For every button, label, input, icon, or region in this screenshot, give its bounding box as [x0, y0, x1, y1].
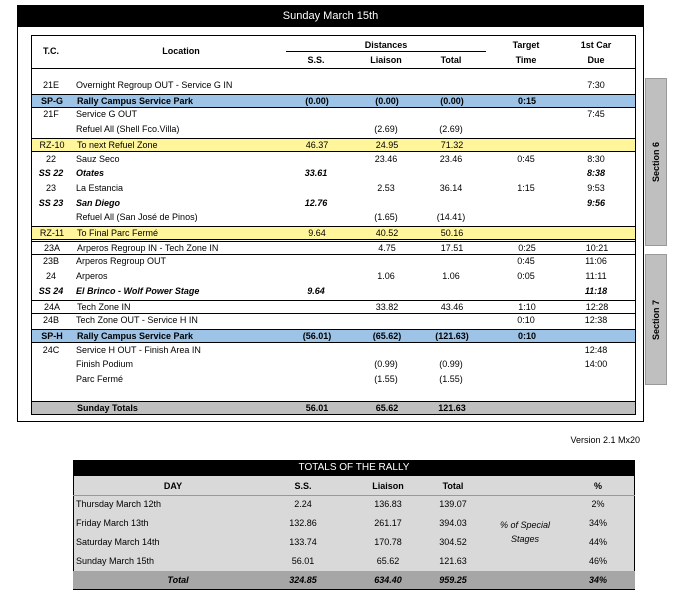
cell-loc: Finish Podium	[76, 359, 134, 370]
cell-tt: 1:10	[518, 301, 536, 312]
cell-li: (1.65)	[374, 212, 398, 223]
cell-tt: 0:10	[517, 315, 535, 326]
cell-loc: Arperos Regroup OUT	[76, 256, 167, 267]
cell-tc: SP-G	[40, 95, 63, 106]
itinerary-row	[31, 108, 636, 122]
cell-due: 11:11	[585, 271, 607, 282]
totals-footer-total: 959.25	[439, 575, 467, 585]
itinerary-row	[31, 182, 636, 196]
cell-tc: RZ-11	[39, 228, 65, 238]
totals-cell-day: Thursday March 12th	[76, 499, 162, 509]
cell-loc: La Estancia	[76, 182, 124, 193]
sunday-totals-ss: 56.01	[305, 403, 329, 413]
cell-due: 14:00	[584, 359, 608, 370]
cell-tt: 0:45	[517, 153, 535, 164]
totals-cell-li: 170.78	[374, 537, 402, 547]
cell-li: (0.00)	[375, 95, 399, 106]
sunday-totals-total: 121.63	[438, 403, 466, 413]
cell-loc: Arperos	[76, 271, 108, 282]
itinerary-row	[31, 226, 636, 240]
totals-header-total: Total	[442, 481, 464, 491]
header-total: Total	[440, 55, 462, 65]
header-distances: Distances	[364, 40, 408, 50]
cell-loc: Parc Fermé	[76, 374, 124, 384]
totals-cell-day: Sunday March 15th	[76, 556, 155, 566]
cell-tt: 1:15	[517, 182, 535, 193]
cell-to: 71.32	[440, 139, 464, 150]
cell-tc: 24	[45, 271, 56, 282]
cell-due: 12:48	[584, 344, 608, 355]
itinerary-row	[31, 255, 636, 269]
cell-due: 9:53	[587, 182, 605, 193]
cell-due: 7:30	[587, 80, 605, 90]
totals-cell-pct: 34%	[588, 518, 607, 528]
totals-header-pct: %	[593, 481, 602, 491]
cell-to: (0.99)	[439, 359, 463, 370]
cell-ss: 12.76	[304, 197, 328, 208]
cell-ss: (56.01)	[302, 330, 332, 341]
cell-tc: SS 24	[38, 285, 64, 296]
header-due: Due	[587, 55, 605, 65]
header-location: Location	[162, 46, 200, 56]
totals-footer-pct: 34%	[588, 575, 607, 585]
cell-tc: 23A	[43, 242, 60, 253]
totals-header-ss: S.S.	[294, 481, 312, 491]
cell-loc: Refuel All (Shell Fco.Villa)	[76, 124, 180, 135]
itinerary-row	[31, 270, 636, 284]
pct-label-line2: Stages	[510, 534, 540, 544]
cell-tc: 21E	[42, 80, 59, 90]
cell-to: 50.16	[440, 228, 464, 238]
totals-cell-to: 121.63	[439, 556, 467, 566]
cell-tt: 0:05	[517, 271, 535, 282]
cell-tt: 0:10	[517, 330, 536, 341]
cell-tc: 24A	[43, 301, 60, 312]
cell-to: 36.14	[439, 182, 463, 193]
cell-loc: Sauz Seco	[76, 153, 120, 164]
cell-loc: Refuel All (San José de Pinos)	[76, 212, 198, 223]
cell-to: (1.55)	[439, 374, 463, 384]
cell-to: 43.46	[440, 301, 464, 312]
cell-due: 10:21	[585, 242, 609, 253]
pct-special-stages-label	[490, 518, 560, 546]
cell-li: (1.55)	[374, 374, 398, 384]
totals-header-liaison: Liaison	[372, 481, 404, 491]
totals-cell-day: Saturday March 14th	[76, 537, 160, 547]
cell-ss: 9.64	[308, 228, 326, 238]
cell-due: 12:28	[585, 301, 609, 312]
cell-ss: 33.61	[304, 168, 328, 179]
distances-underline	[286, 51, 486, 52]
cell-tc: SS 22	[38, 168, 64, 179]
rally-totals-title: TOTALS OF THE RALLY	[73, 460, 635, 476]
cell-due: 8:38	[586, 168, 605, 179]
totals-header-day: DAY	[163, 481, 183, 491]
cell-li: 4.75	[378, 242, 396, 253]
cell-to: (2.69)	[439, 124, 463, 135]
cell-tc: RZ-10	[39, 139, 65, 150]
cell-li: 24.95	[375, 139, 399, 150]
cell-loc: Otates	[76, 168, 105, 179]
cell-tc: SS 23	[38, 197, 64, 208]
cell-li: 33.82	[375, 301, 399, 312]
cell-tc: 23	[45, 182, 56, 193]
header-liaison: Liaison	[370, 55, 402, 65]
cell-loc: Rally Campus Service Park	[77, 330, 194, 341]
totals-cell-li: 261.17	[374, 518, 402, 528]
cell-to: (14.41)	[436, 212, 466, 223]
cell-due: 7:45	[587, 109, 605, 120]
cell-due: 12:38	[584, 315, 608, 326]
cell-loc: Rally Campus Service Park	[77, 95, 194, 106]
cell-loc: Service G OUT	[76, 109, 138, 120]
itinerary-row	[31, 94, 636, 108]
cell-loc: To Final Parc Fermé	[77, 228, 159, 238]
cell-to: 1.06	[442, 271, 460, 282]
sunday-totals-row	[31, 401, 636, 415]
section-6-label: Section 6	[651, 141, 661, 183]
totals-cell-li: 136.83	[374, 499, 402, 509]
itinerary-row	[31, 358, 636, 372]
cell-loc: Tech Zone OUT - Service H IN	[76, 315, 198, 326]
cell-due: 8:30	[587, 153, 605, 164]
totals-cell-pct: 2%	[591, 499, 605, 509]
totals-footer-ss: 324.85	[289, 575, 317, 585]
cell-ss: (0.00)	[305, 95, 329, 106]
header-divider	[31, 68, 636, 69]
itinerary-row	[31, 211, 636, 225]
cell-li: (65.62)	[372, 330, 402, 341]
cell-tt: 0:25	[518, 242, 536, 253]
header-ss: S.S.	[307, 55, 325, 65]
rally-totals-footer	[73, 571, 635, 589]
cell-tc: 24B	[42, 315, 59, 326]
page-title: Sunday March 15th	[17, 5, 644, 27]
section-6-tab	[645, 78, 667, 246]
sunday-totals-label: Sunday Totals	[77, 403, 138, 413]
cell-to: (0.00)	[440, 95, 464, 106]
cell-loc: Overnight Regroup OUT - Service G IN	[76, 80, 233, 90]
cell-to: 23.46	[439, 153, 463, 164]
cell-loc: To next Refuel Zone	[77, 139, 158, 150]
cell-tt: 0:45	[517, 256, 535, 267]
header-tc: T.C.	[42, 46, 59, 56]
cell-tc: 22	[45, 153, 56, 164]
cell-loc: San Diego	[76, 197, 121, 208]
cell-to: 17.51	[440, 242, 464, 253]
cell-li: (2.69)	[374, 124, 398, 135]
pct-label-line1: % of Special	[499, 520, 551, 530]
header-first-car: 1st Car	[580, 40, 612, 50]
totals-cell-ss: 56.01	[291, 556, 315, 566]
cell-tt: 0:15	[517, 95, 536, 106]
cell-loc: El Brinco - Wolf Power Stage	[76, 285, 200, 296]
itinerary-row	[31, 285, 636, 299]
cell-loc: Tech Zone IN	[77, 301, 131, 312]
cell-li: 40.52	[375, 228, 399, 238]
itinerary-row	[31, 241, 636, 255]
itinerary-row	[31, 79, 636, 93]
itinerary-row	[31, 197, 636, 211]
section-7-tab	[645, 254, 667, 385]
rally-totals-row	[73, 495, 635, 513]
itinerary-row	[31, 329, 636, 343]
header-target: Target	[512, 40, 540, 50]
itinerary-row	[31, 344, 636, 358]
totals-cell-to: 304.52	[439, 537, 467, 547]
cell-ss: 9.64	[307, 285, 325, 296]
itinerary-row	[31, 300, 636, 314]
cell-due: 11:06	[585, 256, 607, 267]
totals-cell-li: 65.62	[376, 556, 400, 566]
totals-footer-label: Total	[167, 575, 189, 585]
totals-cell-ss: 2.24	[294, 499, 312, 509]
cell-li: 23.46	[374, 153, 398, 164]
totals-cell-pct: 44%	[588, 537, 607, 547]
cell-ss: 46.37	[305, 139, 329, 150]
totals-footer-liaison: 634.40	[374, 575, 402, 585]
totals-cell-pct: 46%	[588, 556, 607, 566]
cell-tc: 23B	[42, 256, 59, 267]
itinerary-row	[31, 373, 636, 387]
itinerary-row	[31, 314, 636, 328]
cell-tc: 21F	[43, 109, 59, 120]
rally-totals-header	[73, 477, 635, 496]
totals-cell-day: Friday March 13th	[76, 518, 149, 528]
cell-li: (0.99)	[374, 359, 398, 370]
cell-to: (121.63)	[435, 330, 469, 341]
totals-cell-ss: 133.74	[289, 537, 317, 547]
section-7-label: Section 7	[651, 299, 661, 340]
totals-cell-to: 394.03	[439, 518, 467, 528]
cell-tc: SP-H	[41, 330, 63, 341]
cell-due: 9:56	[586, 197, 605, 208]
cell-due: 11:18	[584, 285, 608, 296]
itinerary-row	[31, 138, 636, 152]
cell-li: 1.06	[377, 271, 395, 282]
cell-tc: 24C	[42, 344, 60, 355]
sunday-totals-liaison: 65.62	[375, 403, 399, 413]
totals-cell-to: 139.07	[439, 499, 467, 509]
totals-cell-ss: 132.86	[289, 518, 317, 528]
cell-loc: Arperos Regroup IN - Tech Zone IN	[77, 242, 219, 253]
itinerary-row	[31, 153, 636, 167]
itinerary-row	[31, 167, 636, 181]
version-label: Version 2.1 Mx20	[570, 435, 640, 445]
itinerary-row	[31, 123, 636, 137]
cell-li: 2.53	[377, 182, 395, 193]
header-time: Time	[515, 55, 537, 65]
cell-loc: Service H OUT - Finish Area IN	[76, 344, 201, 355]
rally-totals-row	[73, 552, 635, 570]
